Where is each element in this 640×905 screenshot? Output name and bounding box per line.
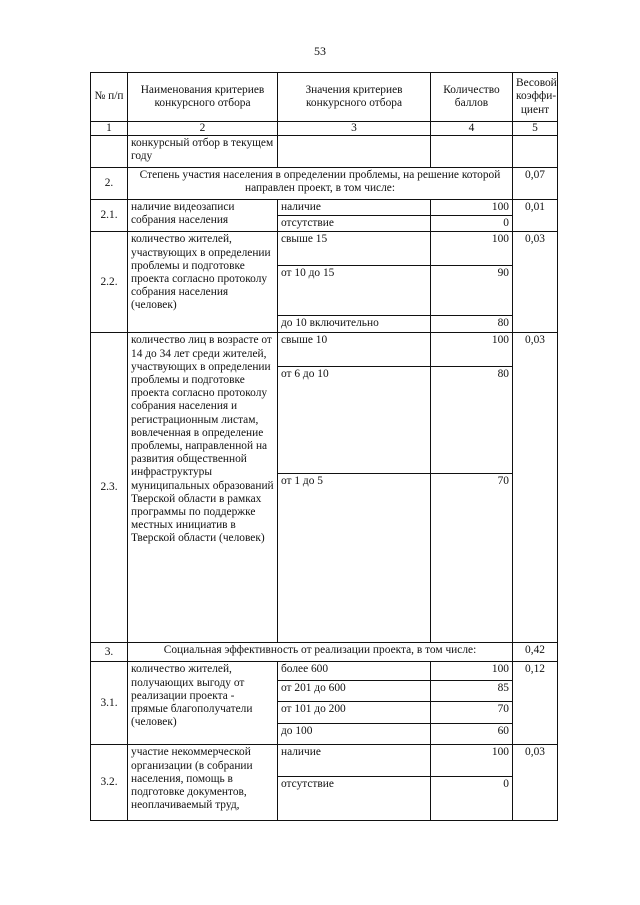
- row-number: 2.1.: [91, 200, 128, 232]
- criteria-value: от 101 до 200: [278, 702, 431, 724]
- table-row-2-3: [91, 333, 558, 367]
- section-row-3: [91, 643, 558, 662]
- table-row-continuation: [91, 136, 558, 168]
- weight-cell: 0,07: [513, 168, 558, 200]
- table-row-3-1: [91, 662, 558, 681]
- index-cell: 5: [513, 122, 558, 136]
- points-cell: 100: [431, 662, 513, 681]
- points-cell: 80: [431, 316, 513, 333]
- table-row-2-2: [91, 232, 558, 266]
- criteria-value: от 201 до 600: [278, 681, 431, 702]
- row-number: 2.3.: [91, 333, 128, 643]
- table-row-3-2: [91, 745, 558, 777]
- points-cell: [431, 136, 513, 168]
- header-number: № п/п: [91, 73, 128, 122]
- table-row-2-1: [91, 200, 558, 216]
- criteria-value: отсутствие: [278, 216, 431, 232]
- criteria-value: наличие: [278, 200, 431, 216]
- row-number: 3.2.: [91, 745, 128, 821]
- section-title: Социальная эффективность от реализации проекта, в том числе:: [128, 643, 513, 662]
- points-cell: 0: [431, 216, 513, 232]
- row-number: 3.: [91, 643, 128, 662]
- weight-cell: 0,03: [513, 232, 558, 333]
- row-number: 2.: [91, 168, 128, 200]
- criteria-table: [90, 72, 558, 821]
- points-cell: 0: [431, 777, 513, 821]
- criteria-value: наличие: [278, 745, 431, 777]
- criteria-name: количество жителей, получающих выгоду от реализации проекта - прямые благополучатели (человек): [128, 662, 278, 745]
- criteria-name: наличие видеозаписи собрания населения: [128, 200, 278, 232]
- points-cell: 70: [431, 474, 513, 643]
- points-cell: 100: [431, 745, 513, 777]
- criteria-value: [278, 136, 431, 168]
- points-cell: 100: [431, 232, 513, 266]
- page-number: 53: [314, 44, 326, 58]
- criteria-value: отсутствие: [278, 777, 431, 821]
- weight-cell: 0,12: [513, 662, 558, 745]
- criteria-value: свыше 10: [278, 333, 431, 367]
- header-criteria-name: Наименования критериев конкурсного отбора: [128, 73, 278, 122]
- criteria-value: от 10 до 15: [278, 266, 431, 316]
- points-cell: 90: [431, 266, 513, 316]
- section-row-2: [91, 168, 558, 200]
- points-cell: 70: [431, 702, 513, 724]
- weight-cell: 0,03: [513, 745, 558, 821]
- points-cell: 100: [431, 200, 513, 216]
- index-cell: 3: [278, 122, 431, 136]
- weight-cell: 0,42: [513, 643, 558, 662]
- criteria-name: конкурсный отбор в текущем году: [128, 136, 278, 168]
- criteria-name: количество лиц в возрасте от 14 до 34 лет среди жителей, участвующих в определении проблемы и подготовке проекта согласно протоколу собрания населения и регистрационным листам, вовлеченная в определение проблемы, направленной на развития общественной инфраструктуры муниципальных образований Тверской области в рамках программы по поддержке местных инициатив в Тверской области (человек): [128, 333, 278, 643]
- criteria-value: до 100: [278, 724, 431, 745]
- points-cell: 85: [431, 681, 513, 702]
- section-title: Степень участия населения в определении проблемы, на решение которой направлен проект, в том числе:: [128, 168, 513, 200]
- index-cell: 1: [91, 122, 128, 136]
- weight-cell: 0,01: [513, 200, 558, 232]
- index-cell: 4: [431, 122, 513, 136]
- index-cell: 2: [128, 122, 278, 136]
- criteria-value: от 1 до 5: [278, 474, 431, 643]
- criteria-value: более 600: [278, 662, 431, 681]
- table-header-row: [91, 73, 558, 122]
- row-number: 3.1.: [91, 662, 128, 745]
- row-number: [91, 136, 128, 168]
- points-cell: 80: [431, 367, 513, 474]
- row-number: 2.2.: [91, 232, 128, 333]
- weight-cell: [513, 136, 558, 168]
- criteria-name: количество жителей, участвующих в определении проблемы и подготовке проекта согласно протоколу собрания населения (человек): [128, 232, 278, 333]
- criteria-value: свыше 15: [278, 232, 431, 266]
- header-criteria-values: Значения критериев конкурсного отбора: [278, 73, 431, 122]
- criteria-value: до 10 включительно: [278, 316, 431, 333]
- header-points: Количество баллов: [431, 73, 513, 122]
- points-cell: 100: [431, 333, 513, 367]
- criteria-value: от 6 до 10: [278, 367, 431, 474]
- points-cell: 60: [431, 724, 513, 745]
- index-row: [91, 122, 558, 136]
- weight-cell: 0,03: [513, 333, 558, 643]
- criteria-name: участие некоммерческой организации (в собрании населения, помощь в подготовке документов, неоплачиваемый труд,: [128, 745, 278, 821]
- header-weight: Весовой коэффи-циент: [513, 73, 558, 122]
